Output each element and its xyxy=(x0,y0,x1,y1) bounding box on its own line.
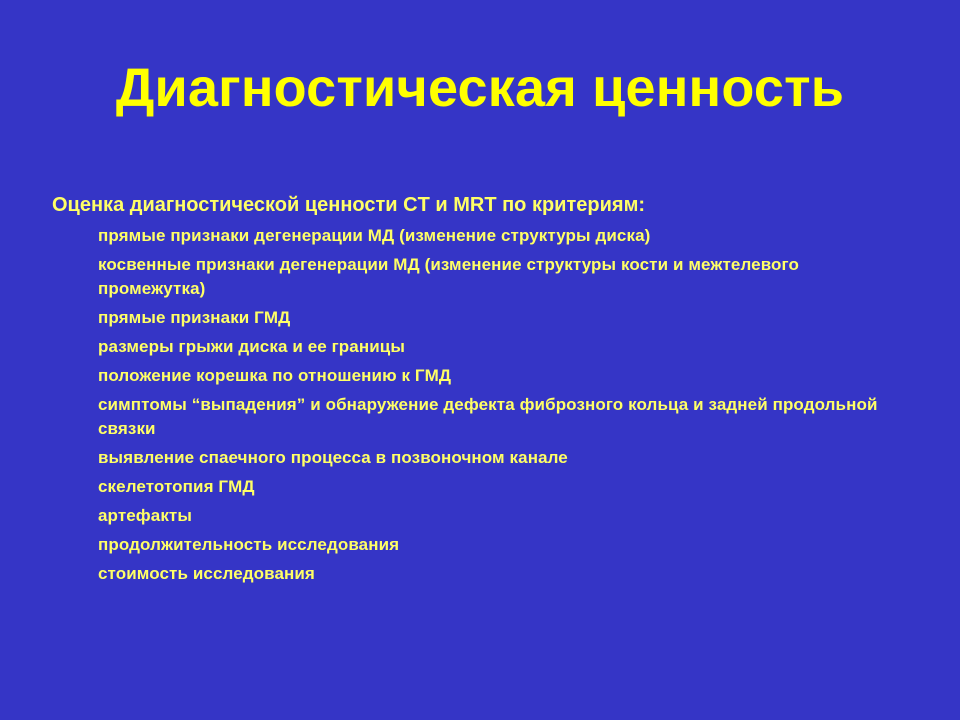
criteria-item: прямые признаки ГМД xyxy=(98,308,291,327)
criteria-item: скелетотопия ГМД xyxy=(98,477,255,496)
criteria-item: прямые признаки дегенерации МД (изменение структуры диска) xyxy=(98,226,651,245)
criteria-item: выявление спаечного процесса в позвоночном канале xyxy=(98,448,568,467)
criteria-item: продолжительность исследования xyxy=(98,535,400,554)
criteria-item: симптомы “выпадения” и обнаружение дефекта фиброзного кольца и задней продольной связки xyxy=(98,395,878,438)
lead-text: Оценка диагностической ценности CT и MRT по критериям: xyxy=(52,194,646,216)
slide-title: Диагностическая ценность xyxy=(115,58,845,118)
criteria-item: размеры грыжи диска и ее границы xyxy=(98,337,405,356)
criteria-item: артефакты xyxy=(98,506,192,525)
criteria-item: положение корешка по отношению к ГМД xyxy=(98,366,452,385)
criteria-item: стоимость исследования xyxy=(98,564,315,583)
criteria-item: косвенные признаки дегенерации МД (изменение структуры кости и межтелевого промежутка) xyxy=(98,255,799,298)
criteria-list xyxy=(98,224,898,591)
